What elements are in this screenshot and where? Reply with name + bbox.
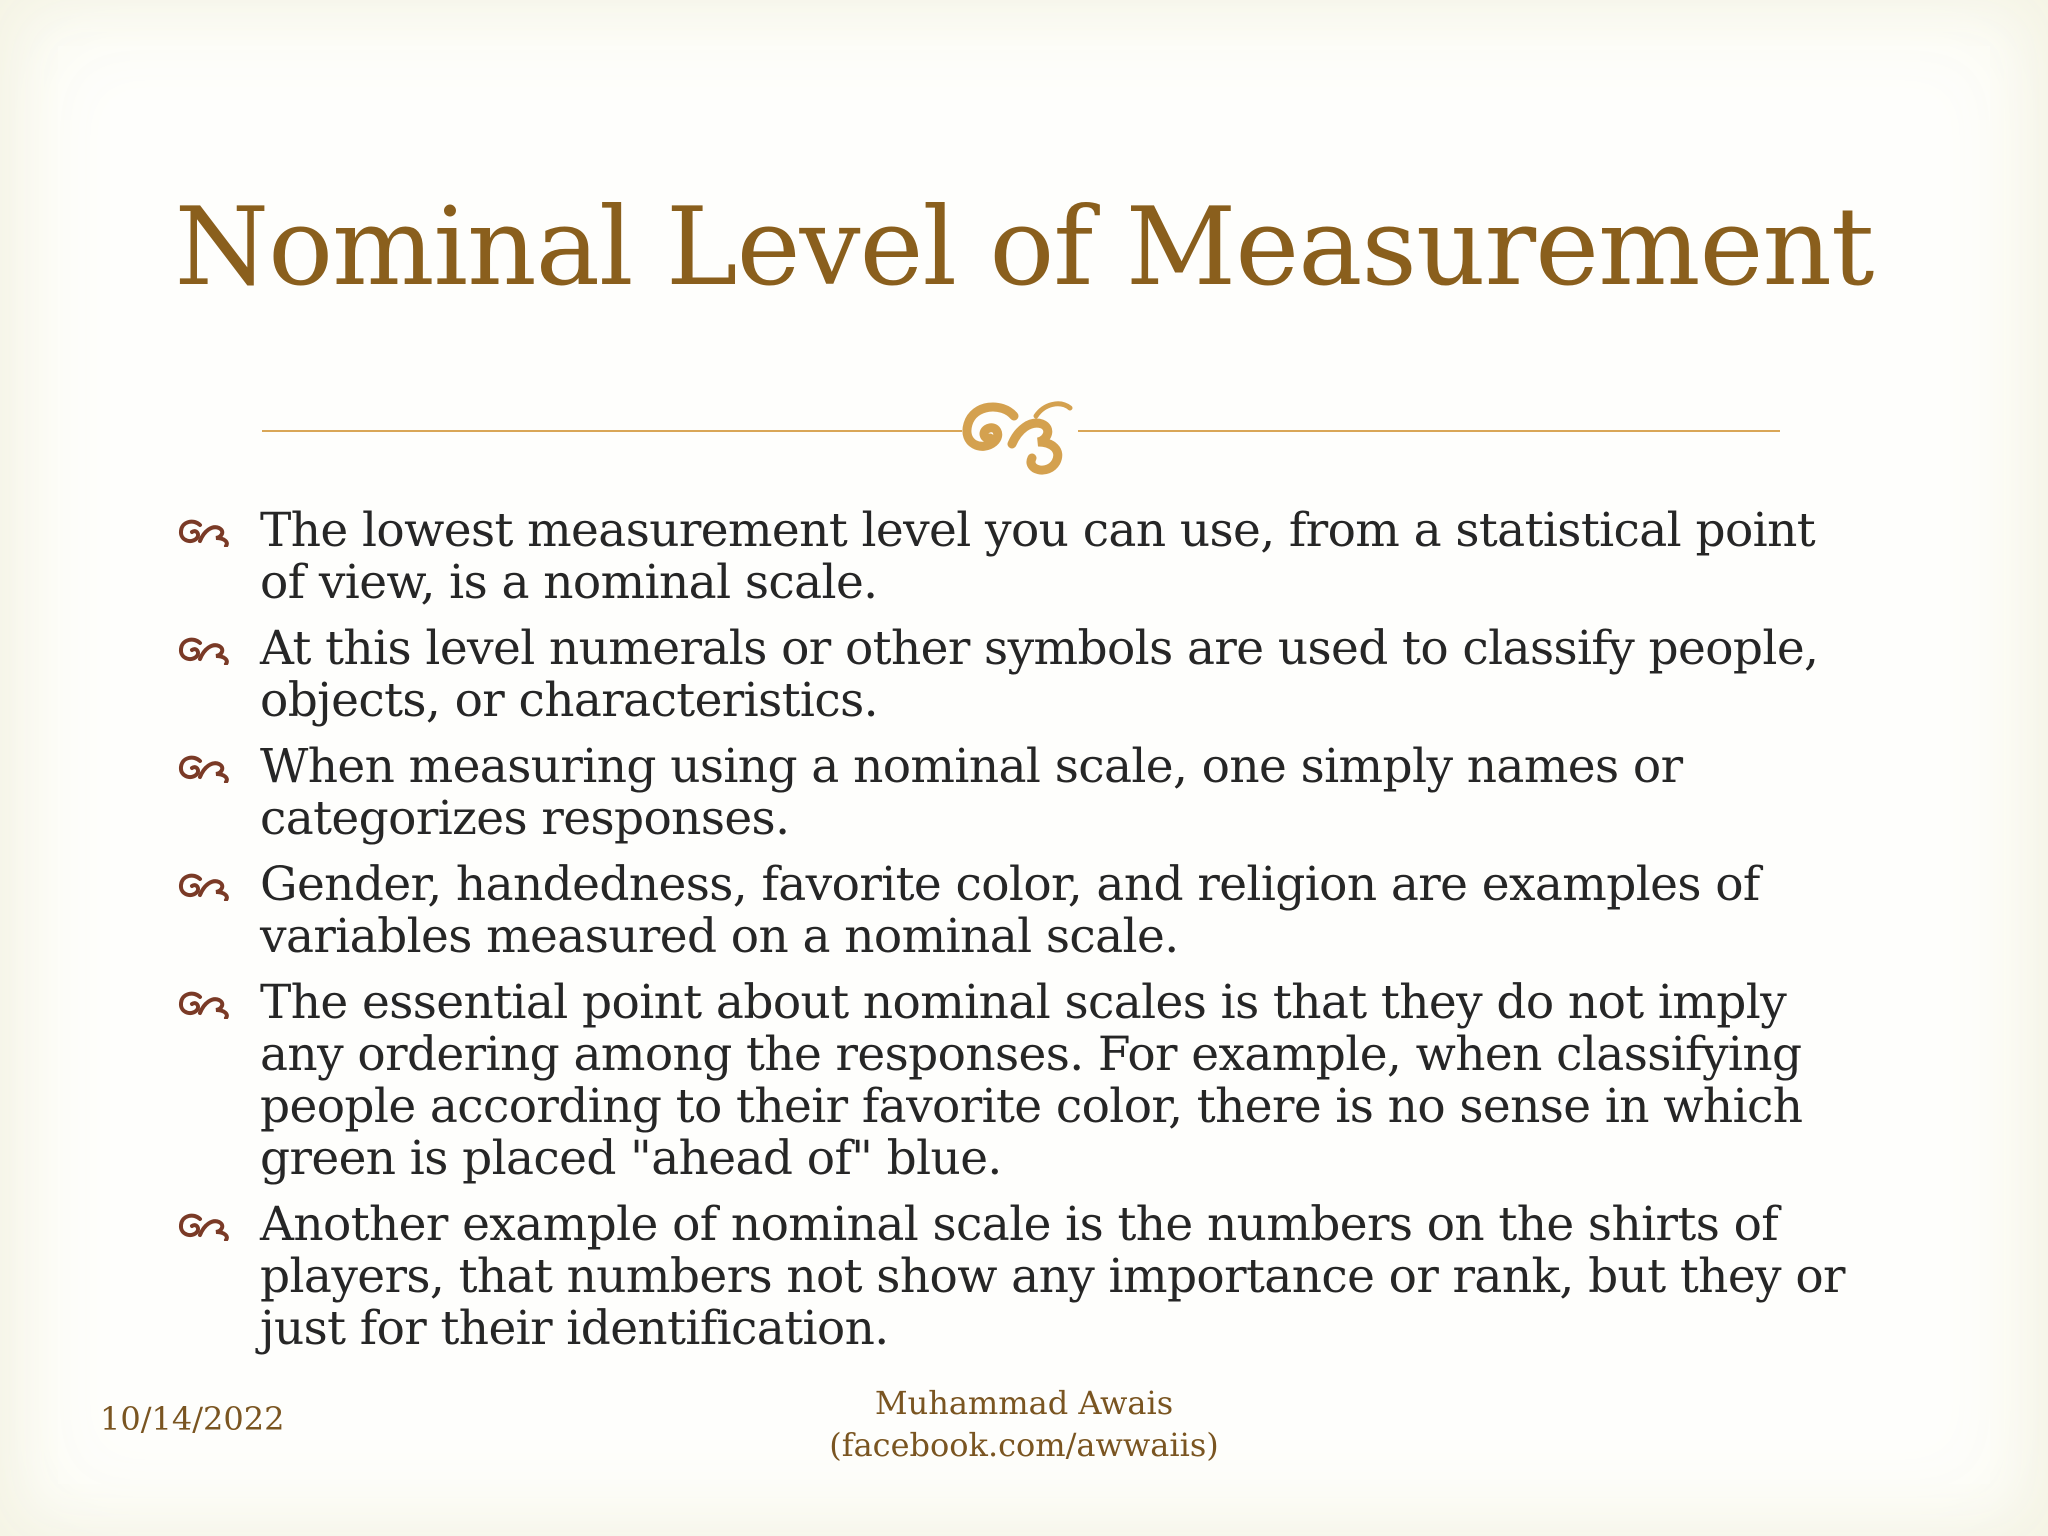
footer-date: 10/14/2022 bbox=[100, 1400, 285, 1438]
ornate-leaf-bullet-icon bbox=[178, 517, 232, 547]
bullet-item bbox=[178, 977, 1868, 1185]
footer-author-name: Muhammad Awais bbox=[874, 1384, 1174, 1422]
ornate-leaf-bullet-icon bbox=[178, 871, 232, 901]
bullet-item bbox=[178, 741, 1868, 845]
bullet-text: When measuring using a nominal scale, one simply names or categorizes responses. bbox=[260, 739, 1683, 846]
divider-line-right bbox=[1078, 430, 1780, 432]
bullet-item bbox=[178, 1199, 1868, 1355]
bullet-text: The essential point about nominal scales is that they do not imply any ordering among the responses. For example, when classifying people according to their favorite color, there is no sense in which green is placed "ahead of" blue. bbox=[260, 975, 1803, 1186]
bullet-text: The lowest measurement level you can use, from a statistical point of view, is a nominal scale. bbox=[260, 503, 1816, 610]
ornate-leaf-bullet-icon bbox=[178, 1211, 232, 1241]
divider-line-left bbox=[262, 430, 962, 432]
bullet-item bbox=[178, 505, 1868, 609]
footer-author-link: (facebook.com/awwaiis) bbox=[829, 1426, 1219, 1464]
footer-author bbox=[724, 1382, 1324, 1466]
slide-title: Nominal Level of Measurement bbox=[174, 185, 1874, 310]
ornate-leaf-bullet-icon bbox=[178, 753, 232, 783]
bullet-text: Another example of nominal scale is the numbers on the shirts of players, that numbers not show any importance or rank, but they or just for their identification. bbox=[260, 1197, 1845, 1356]
bullet-list bbox=[178, 505, 1868, 1369]
bullet-text: At this level numerals or other symbols are used to classify people, objects, or characteristics. bbox=[260, 621, 1819, 728]
bullet-text: Gender, handedness, favorite color, and religion are examples of variables measured on a nominal scale. bbox=[260, 857, 1760, 964]
bullet-item bbox=[178, 859, 1868, 963]
ornate-leaf-bullet-icon bbox=[178, 635, 232, 665]
bullet-item bbox=[178, 623, 1868, 727]
ornate-flourish-icon bbox=[952, 386, 1096, 476]
ornate-leaf-bullet-icon bbox=[178, 989, 232, 1019]
